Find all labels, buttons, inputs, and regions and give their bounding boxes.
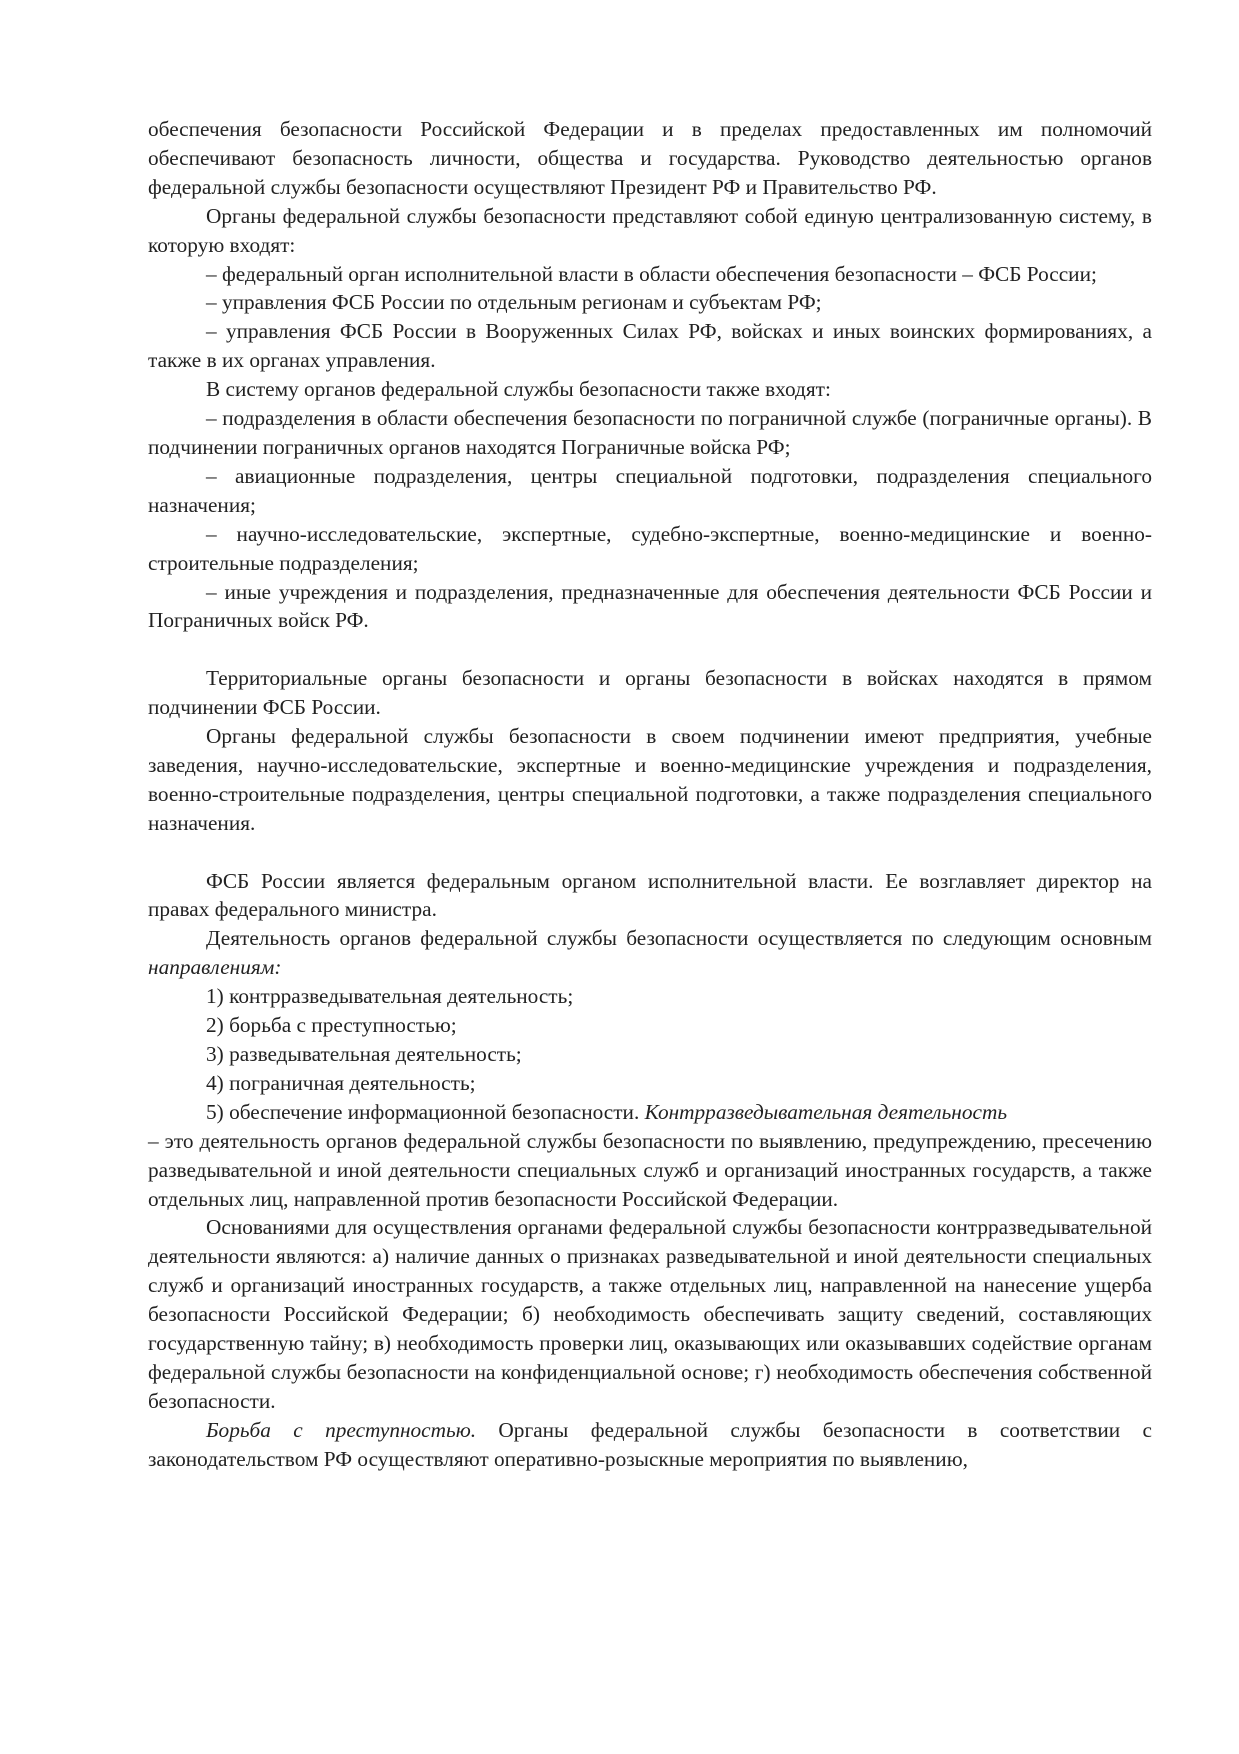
directions-intro-text: Деятельность органов федеральной службы безопасности осуществляется по следующим основным xyxy=(206,926,1152,951)
crime-fighting-text: Органы федеральной службы безопасности в соответствии с законодательством РФ осуществляют оперативно-розыскные мероприятия по выявлению, xyxy=(148,1417,1152,1471)
direction-item-1: 1) контрразведывательная деятельность; xyxy=(206,984,574,1009)
paragraph-main-directions xyxy=(148,924,1152,982)
direction-item-4: 4) пограничная деятельность; xyxy=(206,1070,476,1095)
paragraph-system-intro: Органы федеральной службы безопасности представляют собой единую централизованную систему, в которую входят: xyxy=(148,203,1152,257)
list-item-regional-departments: – управления ФСБ России по отдельным регионам и субъектам РФ; xyxy=(206,290,822,315)
list-item-border-bodies: – подразделения в области обеспечения безопасности по пограничной службе (пограничные органы). В подчинении пограничных органов находятся Пограничные войска РФ; xyxy=(148,406,1152,459)
list-item-armed-forces-departments: – управления ФСБ России в Вооруженных Силах РФ, войсках и иных воинских формированиях, а также в их органах управления. xyxy=(148,319,1152,373)
paragraph-territorial-bodies: Территориальные органы безопасности и органы безопасности в войсках находятся в прямом подчинении ФСБ России. xyxy=(148,666,1152,720)
direction-item-3: 3) разведывательная деятельность; xyxy=(206,1041,522,1066)
paragraph-fsb-director: ФСБ России является федеральным органом исполнительной власти. Ее возглавляет директор на правах федерального министра. xyxy=(148,868,1152,922)
crime-fighting-italic-term: Борьба с преступностью. xyxy=(206,1417,477,1442)
paragraph-counterintelligence-definition: – это деятельность органов федеральной службы безопасности по выявлению, предупреждению, пресечению разведывательной и иной деятельности специальных служб и организаций иностранных государств, а также отдельных лиц, направленной против безопасности Российской Федерации. xyxy=(148,1128,1152,1211)
list-item-aviation-units: – авиационные подразделения, центры специальной подготовки, подразделения специального назначения; xyxy=(148,463,1152,517)
list-item-other-institutions: – иные учреждения и подразделения, предназначенные для обеспечения деятельности ФСБ России и Пограничных войск РФ. xyxy=(148,579,1152,633)
document-page xyxy=(148,115,1152,1474)
paragraph-fsb-authority: обеспечения безопасности Российской Федерации и в пределах предоставленных им полномочий обеспечивают безопасность личности, общества и государства. Руководство деятельностью органов федеральной службы безопасности осуществляют Президент РФ и Правительство РФ. xyxy=(148,117,1152,199)
direction-item-2: 2) борьба с преступностью; xyxy=(206,1013,457,1038)
paragraph-subordinate-enterprises: Органы федеральной службы безопасности в своем подчинении имеют предприятия, учебные заведения, научно-исследовательские, экспертные и военно-медицинские учреждения и подразделения, военно-строительные подразделения, центры специальной подготовки, а также подразделения специального назначения. xyxy=(148,724,1152,835)
counterintelligence-italic-term: Контрразведывательная деятельность xyxy=(644,1099,1008,1124)
list-item-research-units: – научно-исследовательские, экспертные, судебно-экспертные, военно-медицинские и военно-строительные подразделения; xyxy=(148,521,1152,575)
directions-italic-term: направлениям: xyxy=(148,955,282,980)
list-item-fsb-russia: – федеральный орган исполнительной власти в области обеспечения безопасности – ФСБ России; xyxy=(206,261,1097,286)
direction-item-5 xyxy=(148,1098,1152,1127)
direction-item-5-text: 5) обеспечение информационной безопасности. xyxy=(206,1099,645,1124)
paragraph-fight-against-crime xyxy=(148,1416,1152,1474)
paragraph-counterintelligence-grounds: Основаниями для осуществления органами федеральной службы безопасности контрразведывательной деятельности являются: а) наличие данных о признаках разведывательной и иной деятельности специальных служб и организаций иностранных государств, а также отдельных лиц, направленной на нанесение ущерба безопасности Российской Федерации; б) необходимость обеспечивать защиту сведений, составляющих государственную тайну; в) необходимость проверки лиц, оказывающих или оказывавших содействие органам федеральной службы безопасности на конфиденциальной основе; г) необходимость обеспечения собственной безопасности. xyxy=(148,1215,1152,1413)
paragraph-system-also-includes: В систему органов федеральной службы безопасности также входят: xyxy=(206,377,831,402)
